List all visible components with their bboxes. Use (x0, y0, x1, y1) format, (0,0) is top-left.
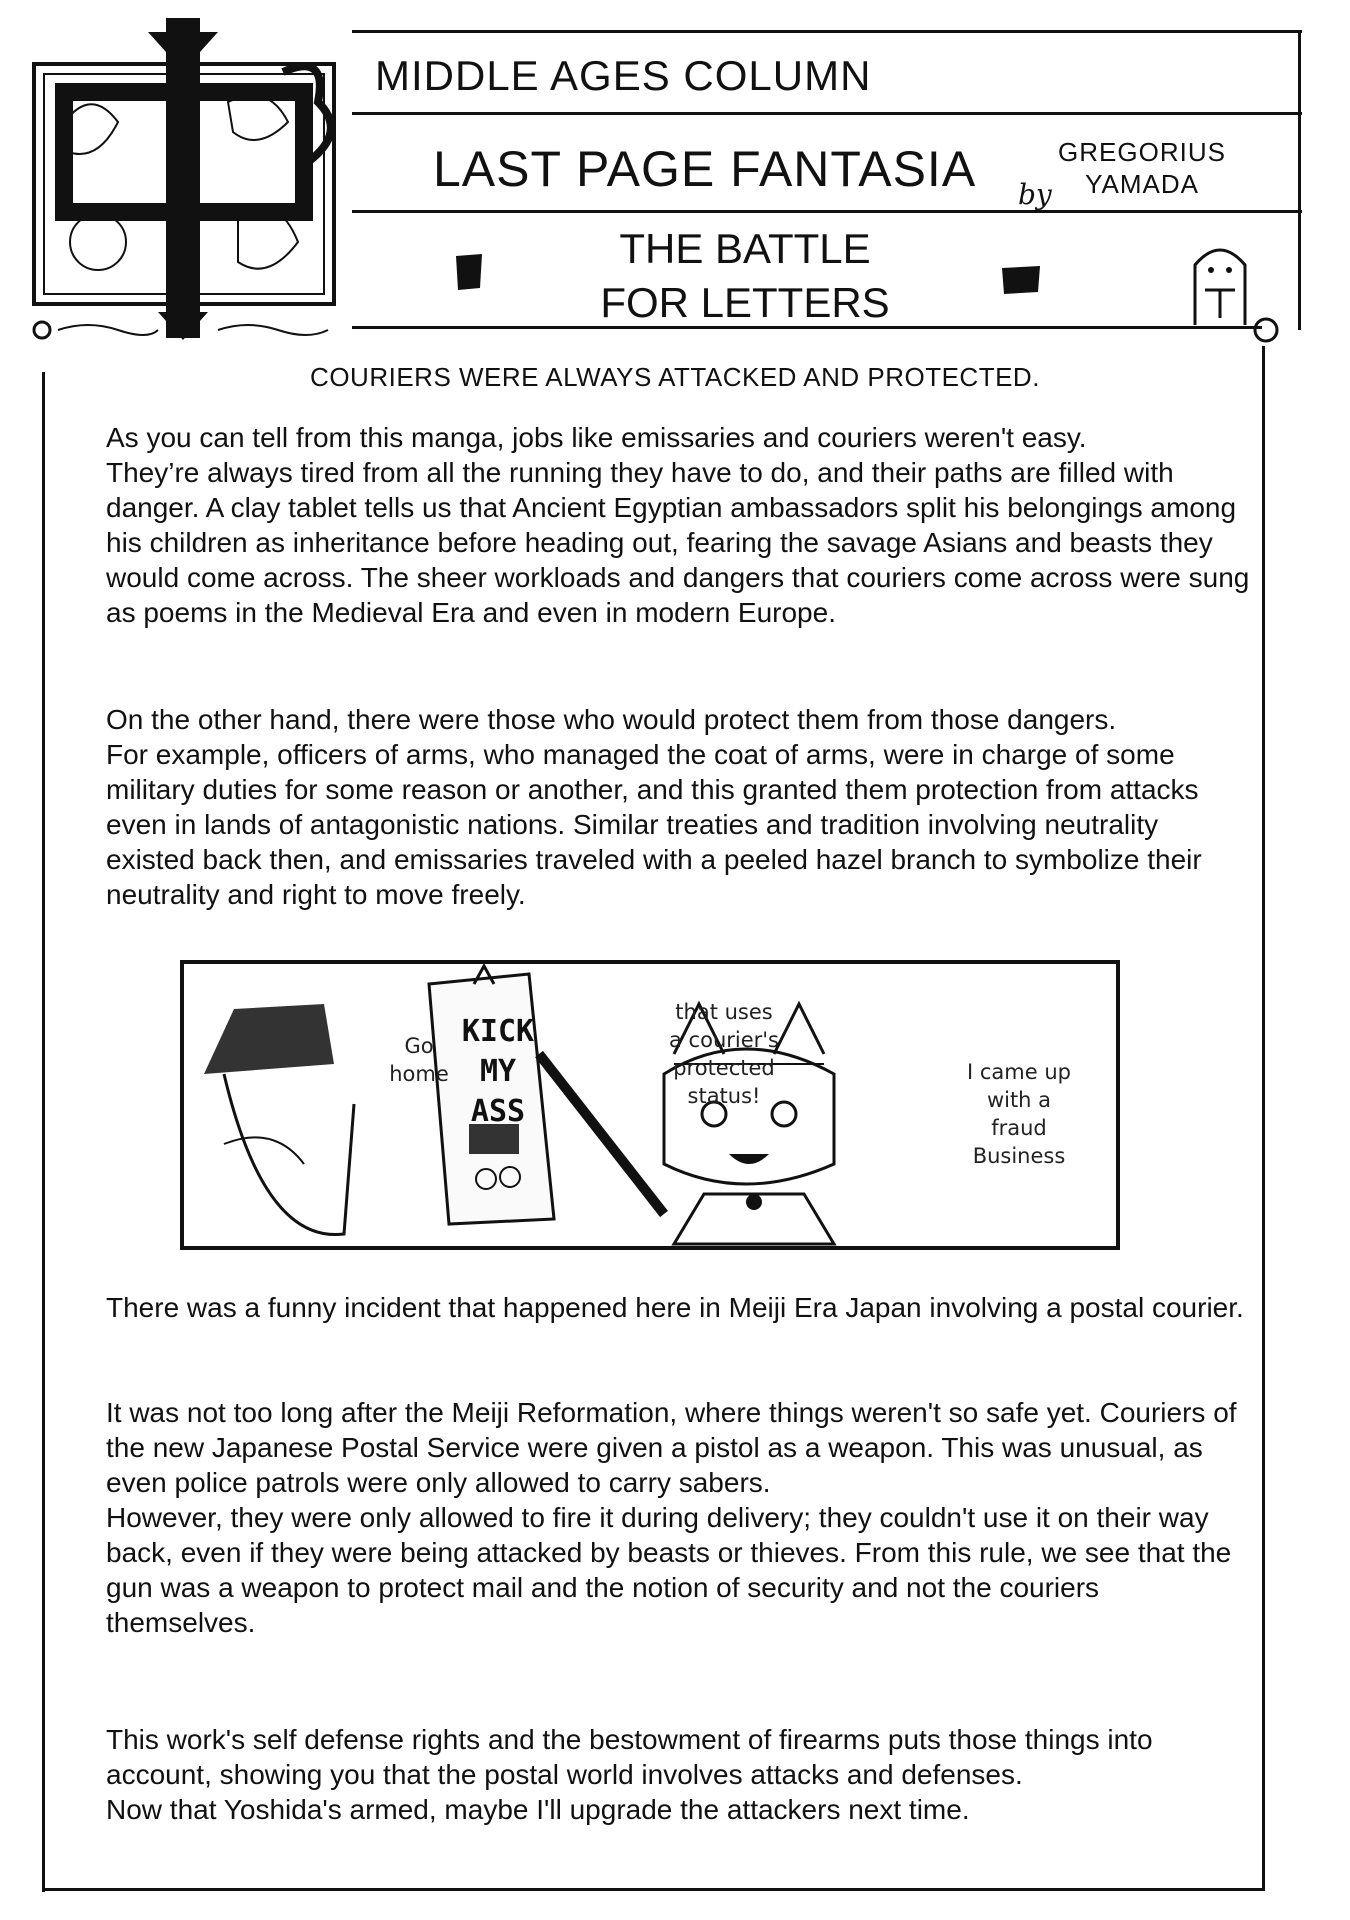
mascot-doodle-icon (1185, 230, 1255, 330)
section-5 (72, 1722, 1252, 1827)
speech-right-line-2: with a (986, 1088, 1052, 1112)
illuminated-letter-emblem (28, 12, 358, 342)
frame-bottom (42, 1888, 1265, 1891)
speech-middle-line-4: status! (687, 1084, 761, 1108)
header-rule-top (352, 30, 1302, 33)
column-title: LAST PAGE FANTASIA (433, 141, 977, 197)
header-rule-1 (352, 112, 1302, 115)
sign-line-3: ASS (470, 1094, 526, 1129)
section-2-paragraph-1: On the other hand, there were those who would protect them from those dangers. (106, 704, 1117, 735)
author-line-1: GREGORIUS (1058, 137, 1226, 167)
author-name (1052, 136, 1232, 200)
sign-text (448, 1012, 548, 1132)
lead-heading: COURIERS WERE ALWAYS ATTACKED AND PROTECTED. (310, 362, 1040, 392)
speech-right-line-1: I came up (967, 1060, 1071, 1084)
corner-curl-icon (1248, 316, 1284, 346)
speech-left-line-2: home (389, 1062, 449, 1086)
sign-line-1: KICK (461, 1014, 535, 1049)
speech-right-line-3: fraud (991, 1116, 1047, 1140)
subtitle-line-2: FOR LETTERS (600, 279, 890, 326)
section-4 (72, 1395, 1252, 1640)
frame-left (42, 372, 45, 1892)
section-2 (72, 702, 1252, 912)
series-title: MIDDLE AGES COLUMN (375, 52, 872, 99)
section-4-paragraph-1: It was not too long after the Meiji Reformation, where things weren't so safe yet. Couriers of the new Japanese Postal Service were given a pistol as a weapon. This was unusual, as even police patrols were only allowed to carry sabers. (106, 1397, 1237, 1498)
byline-by: by (1018, 178, 1052, 211)
section-5-paragraph-1: This work's self defense rights and the bestowment of firearms puts those things into account, showing you that the postal world involves attacks and defenses. (106, 1724, 1153, 1790)
section-3 (72, 1290, 1252, 1325)
section-3-paragraph-1: There was a funny incident that happened here in Meiji Era Japan involving a postal courier. (106, 1292, 1244, 1323)
sign-line-2: MY (479, 1054, 517, 1089)
speech-bubble-right (954, 1058, 1084, 1170)
header-right-border (1298, 30, 1301, 330)
section-1 (72, 420, 1252, 630)
section-5-paragraph-2: Now that Yoshida's armed, maybe I'll upgrade the attackers next time. (106, 1794, 970, 1825)
section-4-paragraph-2: However, they were only allowed to fire it during delivery; they couldn't use it on their way back, even if they were being attacked by beasts or thieves. From this rule, we see that the gun was a weapon to protect mail and the notion of security and not the couriers themselves. (106, 1502, 1232, 1638)
frame-right (1262, 346, 1265, 1891)
subtitle-line-1: THE BATTLE (619, 225, 871, 272)
section-1-paragraph-2: They’re always tired from all the running they have to do, and their paths are filled with danger. A clay tablet tells us that Ancient Egyptian ambassadors split his belongings among his children as inheritance before heading out, fearing the savage Asians and beasts they would come across. The sheer workloads and dangers that couriers come across were sung as poems in the Medieval Era and even in modern Europe. (106, 457, 1250, 628)
speech-middle-line-2: a courier's (669, 1028, 779, 1052)
speech-right-line-4: Business (972, 1144, 1066, 1168)
ink-blot-right (1000, 264, 1042, 296)
author-line-2: YAMADA (1085, 169, 1199, 199)
speech-left-line-1: Go (404, 1034, 434, 1058)
article-subtitle (560, 222, 930, 330)
speech-middle-line-1: that uses (675, 1000, 773, 1024)
speech-bubble-middle (644, 998, 804, 1110)
header-rule-2 (352, 210, 1302, 213)
speech-middle-line-3: protected (673, 1056, 775, 1080)
section-1-paragraph-1: As you can tell from this manga, jobs like emissaries and couriers weren't easy. (106, 422, 1087, 453)
ink-blot-left (452, 252, 486, 292)
section-2-paragraph-2: For example, officers of arms, who managed the coat of arms, were in charge of some military duties for some reason or another, and this granted them protection from attacks even in lands of antagonistic nations. Similar treaties and tradition involving neutrality existed back then, and emissaries traveled with a peeled hazel branch to symbolize their neutrality and right to move freely. (106, 739, 1202, 910)
manga-panel (180, 960, 1120, 1250)
